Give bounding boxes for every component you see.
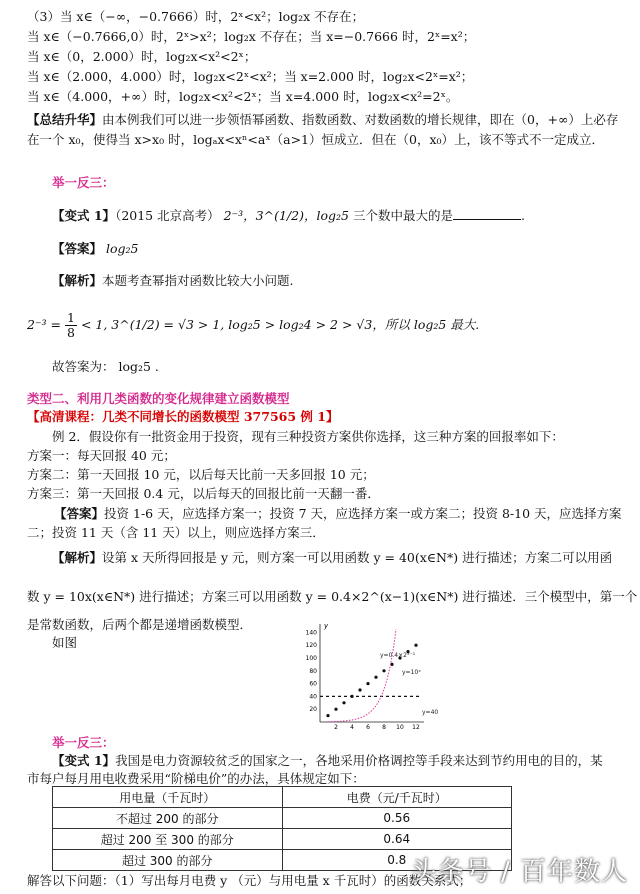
linear-series-point <box>366 682 369 685</box>
linear-series-point <box>326 714 329 717</box>
variant-2-label: 【变式 1】 <box>52 753 116 768</box>
analysis-2-a <box>52 549 626 567</box>
practice-heading-1: 举一反三： <box>52 175 115 190</box>
line-case3-b: 当 x∈（−0.7666,0）时，2ˣ>x²；log₂x 不存在；当 x=−0.7666 时，2ˣ=x²； <box>27 29 476 44</box>
line-case3: （3）当 x∈（−∞，−0.7666）时，2ˣ<x²；log₂x 不存在； <box>27 9 365 24</box>
y-tick-label: 40 <box>309 693 317 701</box>
variant-1-numbers: 2⁻³，3^(1/2)，log₂5 <box>223 208 349 223</box>
linear-series-point <box>334 708 337 711</box>
variant-1-source: （2015 北京高考） <box>115 208 220 223</box>
fraction-one-eighth <box>65 311 77 340</box>
linear-series-point <box>358 688 361 691</box>
y-tick-label: 20 <box>309 706 317 714</box>
equation-right: < 1, 3^(1/2) = √3 > 1, log₂5 > log₂4 > 2 > √3，所以 log₂5 最大. <box>80 317 480 332</box>
answer-2-label: 【答案】 <box>54 506 105 521</box>
analysis-text: 本题考查幂指对函数比较大小问题. <box>102 273 294 288</box>
table-cell: 0.64 <box>282 829 512 850</box>
fraction-denominator: 8 <box>67 325 75 340</box>
example-2-statement: 例 2．假设你有一批资金用于投资，现有三种投资方案供你选择，这三种方案的回报率如下： <box>52 429 564 444</box>
x-tick-label: 8 <box>382 724 386 730</box>
line-case3-e: 当 x∈（4.000，+∞）时，log₂x<x²<2ˣ；当 x=4.000 时，log₂x<x²=2ˣ。 <box>27 89 459 104</box>
linear-series-point <box>382 669 385 672</box>
y-tick-label: 100 <box>305 655 317 662</box>
line-case3-c: 当 x∈（0，2.000）时，log₂x<x²<2ˣ； <box>27 49 257 64</box>
table-header-price: 电费（元/千瓦时） <box>282 787 512 808</box>
answer-value: log₂5 <box>106 241 139 256</box>
variant-2-text-a: 我国是电力资源较贫乏的国家之一，各地采用价格调控等手段来达到节约用电的目的，某 <box>115 753 603 768</box>
fraction-numerator: 1 <box>67 310 75 325</box>
variant-2-b: 市每户每月用电收费采用“阶梯电价”的办法，具体规定如下： <box>27 771 365 786</box>
table-cell: 超过 200 至 300 的部分 <box>53 829 283 850</box>
y-tick-label: 140 <box>305 629 317 637</box>
y-tick-label: 120 <box>305 642 317 650</box>
course-reference: 【高清课程：几类不同增长的函数模型 377565 例 1】 <box>27 409 339 424</box>
answer-2-text: 投资 1-6 天，应选择方案一；投资 7 天，应选择方案一或方案二；投资 8-10 天，应选择方案二；投资 11 天（含 11 天）以上，则应选择方案三． <box>27 506 622 540</box>
summary-text: 由本例我们可以进一步领悟幂函数、指数函数、对数函数的增长规律，即在（0，+∞）上必存在一个 x₀，使得当 x>x₀ 时，logₐx<xⁿ<aˣ（a>1）恒成立．但在（0，x₀）上，该不等式不一定成立． <box>27 112 619 147</box>
equation-left: 2⁻³ = <box>27 317 62 332</box>
summary-paragraph <box>27 110 626 150</box>
watermark-text: 头条号 / 百年数人 <box>410 857 628 887</box>
answer-2-paragraph <box>27 504 626 542</box>
table-header-usage: 用电量（千瓦时） <box>53 787 283 808</box>
x-tick-label: 12 <box>412 724 420 730</box>
practice-heading-2: 举一反三： <box>52 735 115 750</box>
analysis-line <box>52 272 626 290</box>
question-part-1: 解答以下问题：（1）写出每月电费 y （元）与用电量 x 千瓦时）的函数关系式； <box>27 873 472 888</box>
x-tick-labels <box>334 724 420 730</box>
x-tick-label: 6 <box>366 724 370 730</box>
table-cell: 0.8 <box>282 850 512 871</box>
answer-blank <box>453 207 521 220</box>
y-axis-label: y <box>324 622 329 630</box>
linear-label: y=10ˣ <box>402 669 421 676</box>
line-case3-d: 当 x∈（2.000，4.000）时，log₂x<2ˣ<x²；当 x=2.000 时，log₂x<2ˣ=x²； <box>27 69 474 84</box>
type-2-heading: 类型二、利用几类函数的变化规律建立函数模型 <box>27 391 290 406</box>
y-tick-label: 80 <box>309 667 317 675</box>
x-tick-label: 2 <box>334 724 338 730</box>
x-tick-label: 4 <box>350 724 354 730</box>
comparison-equation <box>27 308 626 342</box>
plan-1: 方案一：每天回报 40 元； <box>27 448 176 463</box>
analysis-2-c: 是常数函数，后两个都是递增函数模型． <box>27 617 253 632</box>
constant-label: y=40 <box>422 709 439 716</box>
linear-series-point <box>414 644 417 647</box>
linear-series-point <box>350 695 353 698</box>
summary-label: 【总结升华】 <box>27 112 103 127</box>
plan-2: 方案二：第一天回报 10 元，以后每天比前一天多回报 10 元； <box>27 467 375 482</box>
variant-2-a <box>52 752 626 770</box>
table-cell: 不超过 200 的部分 <box>53 808 283 829</box>
growth-graph <box>298 620 448 730</box>
table-header-row <box>53 787 512 808</box>
see-figure: 如图 <box>52 635 78 650</box>
exp-curve-label: y=0.4×2ˣ⁻¹ <box>380 652 416 659</box>
table-cell: 0.56 <box>282 808 512 829</box>
analysis-2-b: 数 y = 10x(x∈N*) 进行描述；方案三可以用函数 y = 0.4×2^(x−1)(x∈N*) 进行描述．三个模型中，第一个 <box>27 589 638 604</box>
table-cell: 超过 300 的部分 <box>53 850 283 871</box>
final-answer: 故答案为： log₂5 . <box>52 359 159 374</box>
answer-line <box>52 240 626 258</box>
exponential-series-curve <box>328 629 396 721</box>
x-tick-label: 10 <box>396 724 404 730</box>
y-tick-label: 60 <box>309 680 317 688</box>
analysis-2-text-a: 设第 x 天所得回报是 y 元，则方案一可以用函数 y = 40(x∈N*) 进行描述；方案二可以用函 <box>102 550 613 565</box>
table-row <box>53 829 512 850</box>
variant-1-tail: 三个数中最大的是 <box>352 208 453 223</box>
linear-series-point <box>342 701 345 704</box>
plan-3: 方案三：第一天回报 0.4 元，以后每天的回报比前一天翻一番． <box>27 486 380 501</box>
table-row <box>53 808 512 829</box>
analysis-label: 【解析】 <box>52 273 103 288</box>
y-tick-labels <box>306 629 318 713</box>
linear-series-point <box>374 676 377 679</box>
analysis-2-label: 【解析】 <box>52 550 103 565</box>
variant-1-question: 【变式 1】（2015 北京高考） 2⁻³，3^(1/2)，log₂5 三个数中最大的是 . <box>52 208 525 223</box>
variant-1-label: 【变式 1】 <box>52 208 116 223</box>
answer-label: 【答案】 <box>52 241 103 256</box>
